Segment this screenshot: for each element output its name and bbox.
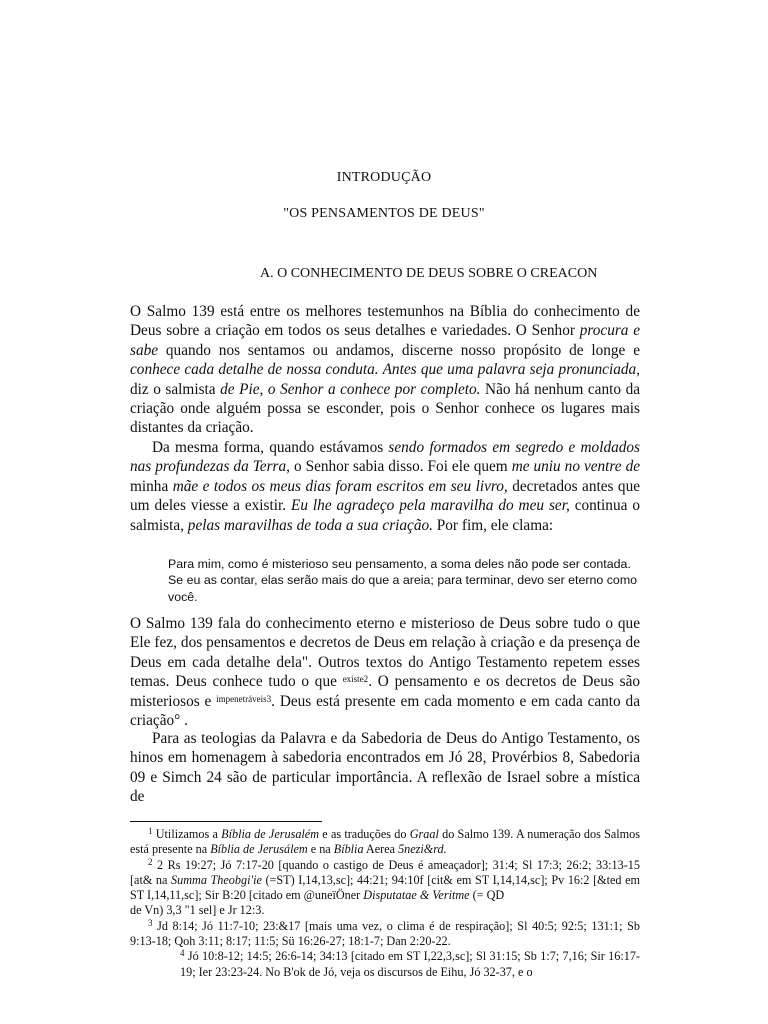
footnote-3: $^3$ Jd 8:14; Jó 11:7-10; 23:&17 [mais uma vez, o clima é de respiração]; Sl 40:5; 92:5; 131:1; Sb 9:13-18; Qoh 3:11; 8:17; 11:5; Sü 16:26-27; 18:1-7; Dan 2:20-22. (130, 917, 640, 949)
paragraph-2: Da mesma forma, quando estávamos sendo formados em segredo e moldados nas profundezas da Terra, o Senhor sabia disso. Foi ele quem me uniu no ventre de minha mãe e todos os meus dias foram escritos em seu livro, decretados antes que um deles viesse a existir. Eu lhe agradeço pela maravilha do meu ser, continua o salmista, pelas maravilhas de toda a sua criação. Por fim, ele clama: (130, 439, 641, 534)
footnote-divider (130, 821, 322, 822)
paragraph-4: Para as teologias da Palavra e da Sabedoria de Deus do Antigo Testamento, os hinos em homenagem à sabedoria encontrados em Jó 28, Provérbios 8, Sabedoria 09 e Simch 24 são de particular importância. A reflexão de Israel sobre a mística de (130, 730, 640, 806)
chapter-title: INTRODUÇÃO (336, 170, 432, 185)
paragraph-1: O Salmo 139 está entre os melhores testemunhos na Bíblia do conhecimento de Deus sobre a criação em todos os seus detalhes e variedades. O Senhor procura e sabe quando nos sentamos ou andamos, discerne nosso propósito de longe e conhece cada detalhe de nossa conduta. Antes que uma palavra seja pronunciada, diz o salmista de Pie, o Senhor a conhece por completo. Não há nenhum canto da criação onde alguém possa se esconder, pois o Senhor conhece os lugares mais distantes da criação. (130, 303, 641, 437)
footnote-2-cont: de Vn) 3,3 "1 sel] e Jr 12:3. (130, 903, 265, 918)
footnote-ref-2[interactable]: existe2 (342, 674, 369, 685)
block-quote: Para mim, como é misterioso seu pensamento, a soma deles não pode ser contada. Se eu as contar, elas serão mais do que a areia; para terminar, devo ser eterno como você. (168, 557, 638, 604)
chapter-subtitle: "OS PENSAMENTOS DE DEUS" (283, 206, 485, 221)
footnote-ref-3[interactable]: impenetráveis3 (216, 693, 272, 704)
footnote-1: $^1$ Utilizamos a Bíblia de Jerusalém e as traduções do Graal do Salmo 139. A numeração dos Salmos está presente na Bíblia de Jerusálem e na Bíblia Aerea 5nezi&rd. (130, 826, 640, 857)
section-heading: A. O CONHECIMENTO DE DEUS SOBRE O CREACON (260, 266, 598, 281)
footnotes (130, 827, 640, 980)
footnote-4: $^4$ Jó 10:8-12; 14:5; 26:6-14; 34:13 [citado em ST I,22,3,sc]; Sl 31:15; Sb 1:7; 7,16; Sir 16:17-19; Ier 23:23-24. No B'ok de Jó, veja os discursos de Eihu, Jó 32-37, e o (180, 948, 640, 979)
footnote-2: $^2$ 2 Rs 19:27; Jó 7:17-20 [quando o castigo de Deus é ameaçador]; 31:4; Sl 17:3; 26:2; 33:13-15 [at& na Summa Theobgi'ie (=ST) I,14,13,sc]; 44:21; 94:10f [cit& em ST I,14,14,sc]; Pv 16:2 [&ted em ST I,14,11,sc]; Sir B:20 [citado em @uneïÖner Disputatae & Veritme (= QD (130, 856, 640, 903)
paragraph-3: O Salmo 139 fala do conhecimento eterno e misterioso de Deus sobre tudo o que Ele fez, dos pensamentos e decretos de Deus em relação à criação e da presença de Deus em cada detalhe dela". Outros textos do Antigo Testamento repetem esses temas. Deus conhece tudo o que $^{existe2}$. O pensamento e os decretos de Deus são misteriosos e $^{impenetráveis3}$. Deus está presente em cada momento e em cada canto da criação° . (130, 615, 641, 730)
